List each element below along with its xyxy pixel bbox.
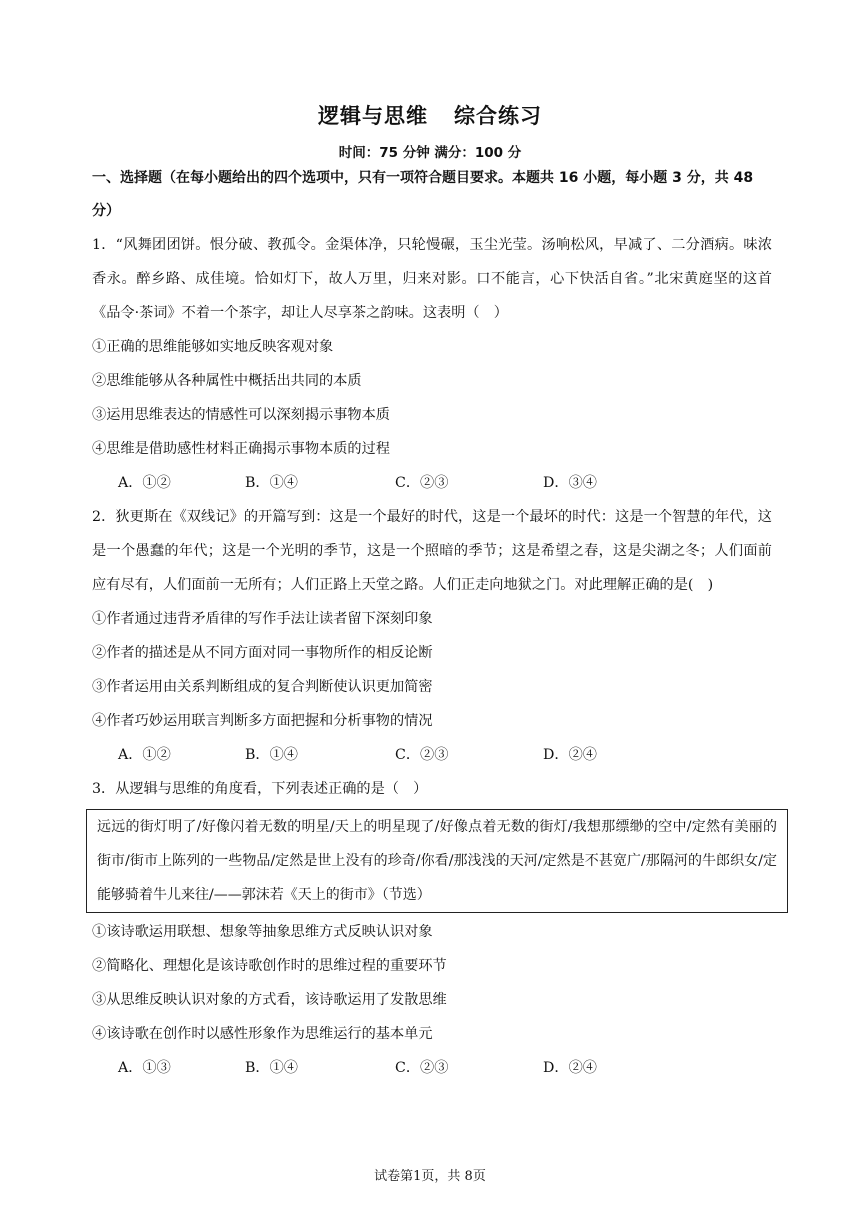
page-title [0, 100, 860, 130]
answer-choices [92, 1051, 772, 1085]
answer-choices [92, 738, 772, 772]
statement-item: ①作者通过违背矛盾律的写作手法让读者留下深刻印象 [92, 611, 433, 627]
statement-item: ④该诗歌在创作时以感性形象作为思维运行的基本单元 [92, 1026, 433, 1042]
statement-item: ②简略化、理想化是该诗歌创作时的思维过程的重要环节 [92, 958, 447, 974]
statement-item: ①正确的思维能够如实地反映客观对象 [92, 339, 334, 355]
question-area [92, 162, 777, 1085]
choice-c: C．②③ [395, 747, 449, 763]
answer-choices [92, 466, 772, 500]
statement-item: ②思维能够从各种属性中概括出共同的本质 [92, 373, 362, 389]
question-stem: 2．狄更斯在《双线记》的开篇写到：这是一个最好的时代，这是一个最坏的时代：这是一个智慧的年代，这是一个愚蠢的年代；这是一个光明的季节，这是一个照暗的季节；这是希望之春，这是尖湖之冬；人们面前应有尽有，人们面前一无所有；人们正路上天堂之路。人们正走向地狱之门。对此理解正确的是( ) [92, 509, 772, 593]
choice-d: D．②④ [543, 747, 597, 763]
statement-item: ③运用思维表达的情感性可以深刻揭示事物本质 [92, 407, 390, 423]
statement-item: ②作者的描述是从不同方面对同一事物所作的相反论断 [92, 645, 433, 661]
question-stem: 3．从逻辑与思维的角度看，下列表述正确的是（ ） [92, 781, 428, 797]
statement-item: ③从思维反映认识对象的方式看，该诗歌运用了发散思维 [92, 992, 447, 1008]
choice-c: C．②③ [395, 475, 449, 491]
choice-a: A．①② [118, 747, 171, 763]
choice-b: B．①④ [245, 1060, 298, 1076]
page-footer: 试卷第1页，共 8页 [374, 1169, 486, 1184]
choice-d: D．②④ [543, 1060, 597, 1076]
statement-item: ①该诗歌运用联想、想象等抽象思维方式反映认识对象 [92, 924, 433, 940]
choice-a: A．①② [118, 475, 171, 491]
statement-item: ③作者运用由关系判断组成的复合判断使认识更加简密 [92, 679, 433, 695]
question-2 [92, 500, 772, 772]
question-1 [92, 228, 772, 500]
poem-excerpt-box: 远远的街灯明了/好像闪着无数的明星/天上的明星现了/好像点着无数的街灯/我想那缥缈的空中/定然有美丽的街市/街市上陈列的一些物品/定然是世上没有的珍奇/你看/那浅浅的天河/定然是不甚宽广/那隔河的牛郎织女/定能够骑着牛儿来往/——郭沫若《天上的街市》（节选） [86, 809, 788, 913]
choice-b: B．①④ [245, 747, 298, 763]
section-header: 一、选择题（在每小题给出的四个选项中，只有一项符合题目要求。本题共 16 小题，每小题 3 分，共 48 分） [92, 170, 754, 219]
title-part-1: 逻辑与思维 [318, 104, 428, 128]
choice-b: B．①④ [245, 475, 298, 491]
choice-d: D．③④ [543, 475, 597, 491]
question-3 [92, 772, 777, 1085]
choice-c: C．②③ [395, 1060, 449, 1076]
exam-meta: 时间：75 分钟 满分：100 分 [338, 145, 522, 161]
title-part-2: 综合练习 [454, 104, 542, 128]
statement-item: ④作者巧妙运用联言判断多方面把握和分析事物的情况 [92, 713, 433, 729]
choice-a: A．①③ [118, 1060, 171, 1076]
question-stem: 1．“风舞团团饼。恨分破、教孤令。金渠体净，只轮慢碾，玉尘光莹。汤响松风，早减了、二分酒病。味浓香永。醉乡路、成佳境。恰如灯下，故人万里，归来对影。口不能言，心下快活自省。”北宋黄庭坚的这首《品令·茶词》不着一个茶字，却让人尽享茶之韵味。这表明（ ） [92, 237, 772, 321]
statement-item: ④思维是借助感性材料正确揭示事物本质的过程 [92, 441, 390, 457]
